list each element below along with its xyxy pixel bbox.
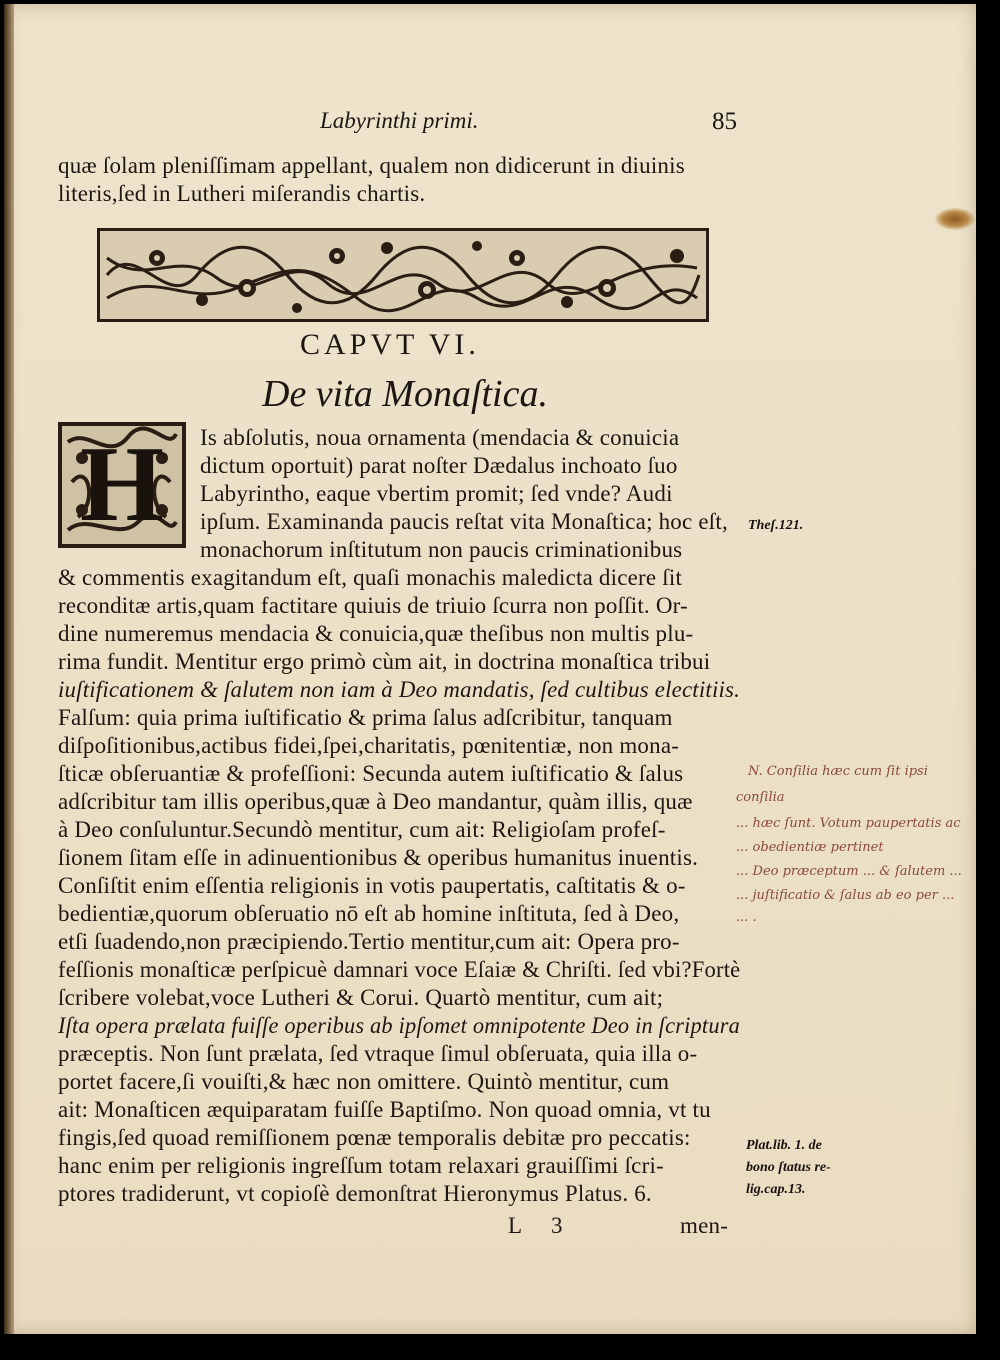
body-line: Falſum: quia prima iuſtificatio & prima ſalus adſcribitur, tanquam [58, 705, 673, 730]
body-line: Is abſolutis, noua ornamenta (mendacia & conuicia [200, 425, 680, 450]
body-line: adſcribitur tam illis operibus,quæ à Deo mandantur, quàm illis, quæ [58, 789, 693, 814]
paper-stain [935, 208, 975, 230]
body-line: Labyrintho, eaque vbertim promit; ſed vnde? Audi [200, 481, 673, 506]
body-line: portet facere,ſi vouiſti,& hæc non omittere. Quintò mentitur, cum [58, 1069, 670, 1094]
body-line: bedientiæ,quorum obſeruatio nō eſt ab homine inſtituta, ſed à Deo, [58, 901, 680, 926]
body-line: à Deo conſuluntur.Secundò mentitur, cum ait: Religioſam profeſ- [58, 817, 666, 842]
handwritten-note: N. Conſilia hæc cum ſit ipsi [748, 764, 928, 779]
body-line: feſſionis monaſticæ perſpicuè damnari voce Eſaiæ & Chriſti. ſed vbi?Fortè [58, 957, 741, 982]
margin-note-platus: Plat.lib. 1. de [746, 1138, 822, 1153]
body-line: reconditæ artis,quam factitare quiuis de triuio ſcurra non poſſit. Or- [58, 593, 688, 618]
body-line: dine numeremus mendacia & conuicia,quæ theſibus non multis plu- [58, 621, 694, 646]
margin-note-platus: bono ſtatus re- [746, 1160, 831, 1175]
handwritten-note: ... . [736, 910, 757, 925]
signature-mark: L 3 [508, 1213, 575, 1238]
intro-line: literis,ſed in Lutheri miſerandis chartis. [58, 181, 426, 206]
body-line: rima fundit. Mentitur ergo primò cùm ait, in doctrina monaſtica tribui [58, 649, 711, 674]
body-line: ptores tradiderunt, vt copioſè demonſtrat Hieronymus Platus. 6. [58, 1181, 652, 1206]
body-line: ſcribere volebat,voce Lutheri & Corui. Quartò mentitur, cum ait; [58, 985, 664, 1010]
body-line: monachorum inſtitutum non paucis criminationibus [200, 537, 683, 562]
woodcut-ornament-band [97, 228, 709, 322]
body-line: Iſta opera prælata fuiſſe operibus ab ipſomet omnipotente Deo in ſcriptura [58, 1013, 740, 1038]
body-line: præceptis. Non ſunt prælata, ſed vtraque ſimul obſeruata, quia illa o- [58, 1041, 698, 1066]
handwritten-note: ... juſtificatio & ſalus ab eo per ... [736, 888, 955, 903]
chapter-title: De vita Monaſtica. [262, 373, 548, 415]
page-number: 85 [712, 108, 737, 135]
body-line: dictum oportuit) parat noſter Dædalus inchoato ſuo [200, 453, 678, 478]
body-line: Conſiſtit enim eſſentia religionis in votis paupertatis, caſtitatis & o- [58, 873, 686, 898]
margin-note-platus: lig.cap.13. [746, 1182, 806, 1197]
body-line: ſionem ſitam eſſe in adinuentionibus & operibus humanitus inuentis. [58, 845, 699, 870]
body-line: ſticæ obſeruantiæ & profeſſioni: Secunda autem iuſtificatio & ſalus [58, 761, 684, 786]
handwritten-note: ... obedientiæ pertinet [736, 840, 884, 855]
handwritten-note: ... hæc ſunt. Votum paupertatis ac [736, 816, 961, 831]
body-line: iuſtificationem & ſalutem non iam à Deo mandatis, ſed cultibus electitiis. [58, 677, 741, 702]
body-line: diſpoſitionibus,actibus fidei,ſpei,charitatis, pœnitentiæ, non mona- [58, 733, 680, 758]
handwritten-note: conſilia [736, 790, 785, 805]
margin-note-thes: Theſ.121. [748, 518, 804, 533]
body-line: hanc enim per religionis ingreſſum totam relaxari grauiſſimi ſcri- [58, 1153, 664, 1178]
intro-line: quæ ſolam pleniſſimam appellant, qualem non didicerunt in diuinis [58, 153, 685, 178]
body-line: & commentis exagitandum eſt, quaſi monachis maledicta dicere ſit [58, 565, 683, 590]
catchword: men- [680, 1213, 729, 1238]
body-line: ipſum. Examinanda paucis reſtat vita Monaſtica; hoc eſt, [200, 509, 728, 534]
binding-edge [4, 4, 14, 1334]
decorated-initial [58, 422, 186, 548]
body-line: fingis,ſed quoad remiſſionem pœnæ temporalis debitæ pro peccatis: [58, 1125, 691, 1150]
body-line: ait: Monaſticen æquiparatam fuiſſe Baptiſmo. Non quoad omnia, vt tu [58, 1097, 711, 1122]
running-head: Labyrinthi primi. [320, 108, 479, 133]
initial-letter: H [79, 425, 164, 544]
body-line: etſi ſuadendo,non præcipiendo.Tertio mentitur,cum ait: Opera pro- [58, 929, 680, 954]
chapter-heading: CAPVT VI. [300, 328, 480, 361]
handwritten-note: ... Deo præceptum ... & ſalutem ... [736, 864, 962, 879]
